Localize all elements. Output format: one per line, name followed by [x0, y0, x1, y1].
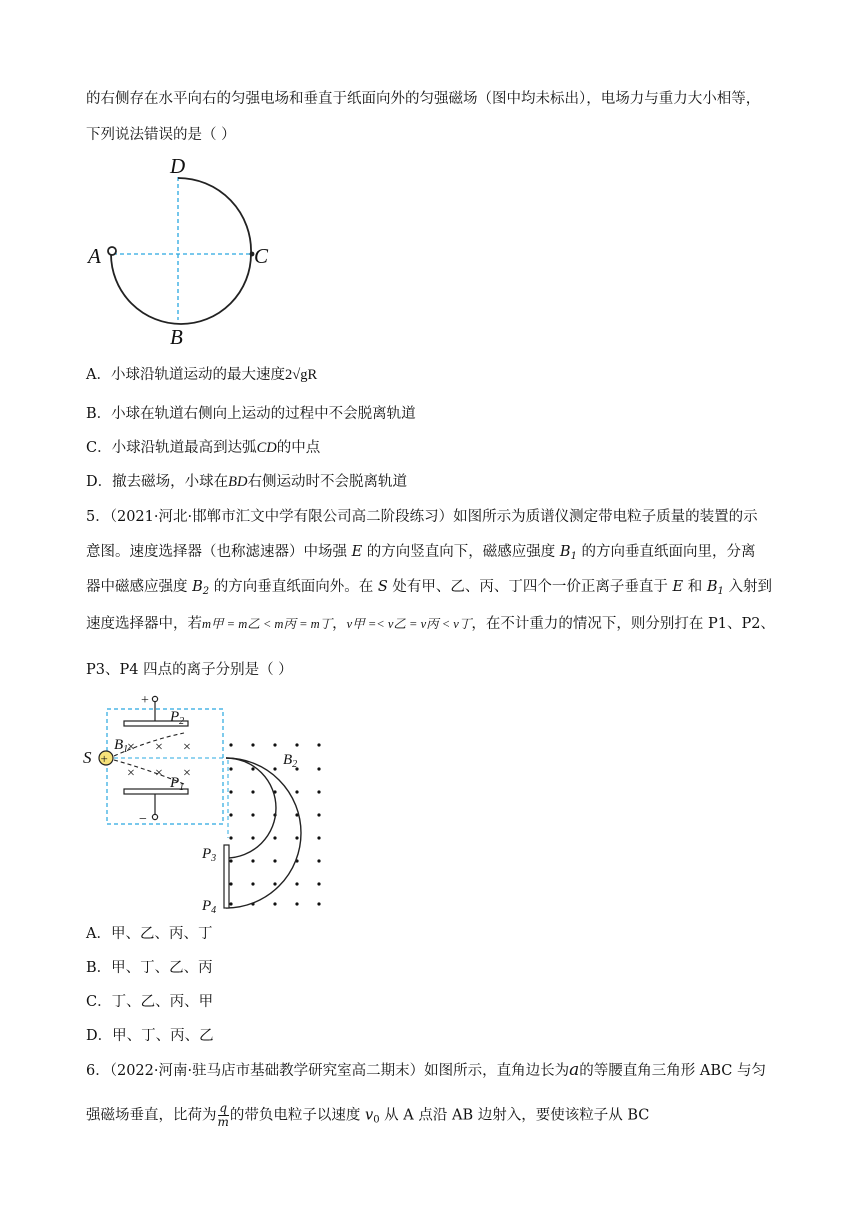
outward-field-dots	[229, 743, 320, 905]
svg-text:×: ×	[183, 740, 191, 755]
q5-l2-b1-sub: 1	[570, 551, 577, 562]
q5-l2-e: E	[351, 544, 363, 560]
option-a-text: 小球沿轨道运动的最大速度	[110, 367, 285, 383]
q5-text-line-2	[86, 542, 756, 567]
option-d-segment: BD	[228, 474, 248, 490]
q5-option-c: C．丁、乙、丙、甲	[86, 994, 214, 1010]
q5-l4-b: ，在不计重力的情况下，则分别打在 P1、P2、	[471, 616, 775, 632]
plus-sign: +	[141, 693, 149, 708]
q5-l2-b1: B	[559, 544, 571, 560]
q6-text-line-1	[86, 1060, 766, 1081]
q4-question-stem: 下列说法错误的是（ ）	[86, 127, 236, 143]
label-p1: $P_1$	[170, 775, 185, 793]
q5-mass-spectrometer-figure	[80, 688, 340, 918]
option-c-label: C．	[86, 440, 112, 456]
label-s: S	[83, 748, 92, 767]
q5-l2-a: 意图。速度选择器（也称滤速器）中场强	[86, 544, 352, 560]
q5-l3-b2: B	[192, 579, 203, 595]
q5-text-line-4	[86, 614, 775, 634]
option-d-text-pre: 撤去磁场，小球在	[112, 474, 229, 490]
option-d-text-post: 右侧运动时不会脱离轨道	[247, 474, 407, 490]
q5-option-d: D．甲、丁、丙、乙	[86, 1028, 214, 1044]
option-b-label: B．	[86, 406, 112, 422]
q6-l1-b: 的等腰直角三角形 ABC 与匀	[579, 1063, 766, 1079]
trajectory-p4	[226, 758, 301, 908]
svg-text:×: ×	[183, 766, 191, 781]
q6-l1-a: 6．（2022·河南·驻马店市基础教学研究室高二期末）如图所示，直角边长为	[86, 1063, 570, 1079]
label-b: B	[170, 325, 183, 349]
q5-velocity-relation: v甲 =< v乙 = v丙 < v丁	[346, 617, 472, 631]
minus-terminal	[152, 814, 157, 819]
q5-question-stem: P3、P4 四点的离子分别是（ ）	[86, 662, 293, 678]
q4-option-d	[86, 472, 407, 492]
q5-option-b: B．甲、丁、乙、丙	[86, 960, 213, 976]
label-b1: $B_1$	[114, 737, 129, 755]
q4-option-a	[86, 365, 317, 385]
q6-l2-b: 的带负电粒子以速度	[229, 1107, 365, 1124]
frac-denominator: m	[217, 1115, 229, 1129]
option-a-formula: 2√gR	[284, 367, 318, 383]
option-c-text-post: 的中点	[276, 440, 321, 456]
frac-numerator: q	[219, 1101, 228, 1115]
q5-l3-e2: 入射到	[723, 579, 772, 595]
q5-l3-e: E	[672, 579, 684, 595]
label-a: A	[88, 244, 101, 268]
minus-sign: −	[139, 812, 147, 827]
q5-l3-d: 和	[683, 579, 707, 595]
q6-l2-a: 强磁场垂直，比荷为	[86, 1107, 217, 1124]
detector-plate	[224, 845, 229, 908]
svg-text:×: ×	[127, 766, 135, 781]
label-p3: $P_3$	[202, 846, 217, 864]
q5-l3-b1-sub: 1	[717, 586, 724, 597]
option-c-text-pre: 小球沿轨道最高到达弧	[111, 440, 257, 456]
q5-l4-a: 速度选择器中，若	[86, 616, 202, 632]
option-c-arc: CD	[256, 440, 277, 456]
q5-option-a: A．甲、乙、丙、丁	[86, 926, 213, 942]
q5-text-line-1: 5．（2021·河北·邯郸市汇文中学有限公司高二阶段练习）如图所示为质谱仪测定带电粒子质量的装置的示	[86, 509, 758, 525]
svg-text:×: ×	[155, 766, 163, 781]
q5-l3-s: S	[377, 579, 388, 595]
label-c: C	[254, 244, 269, 268]
q5-l3-b1: B	[706, 579, 718, 595]
q5-l3-a: 器中磁感应强度	[86, 579, 193, 595]
q5-l3-b2-sub: 2	[202, 586, 210, 597]
q6-charge-mass-ratio	[218, 1102, 229, 1129]
q4-text-line-1: 的右侧存在水平向右的匀强电场和垂直于纸面向外的匀强磁场（图中均未标出），电场力与重力大小相等，	[86, 91, 761, 107]
q6-velocity: v	[365, 1107, 374, 1124]
label-p4: $P_4$	[202, 898, 217, 916]
option-d-label: D．	[86, 474, 113, 490]
q5-l3-b: 的方向垂直纸面向外。在	[209, 579, 378, 595]
q5-mass-relation: m甲 = m乙 < m丙 = m丁	[202, 617, 333, 631]
q5-l4-sep: ，	[332, 616, 347, 632]
ion-source-plus: +	[100, 751, 108, 766]
svg-text:×: ×	[127, 740, 135, 755]
q5-l2-c: 的方向垂直纸面向里，分离	[576, 544, 756, 560]
svg-text:×: ×	[155, 740, 163, 755]
label-d: D	[170, 154, 186, 178]
q4-option-c	[86, 438, 320, 458]
q6-text-line-2	[86, 1102, 649, 1131]
label-p2: $P_2$	[170, 709, 185, 727]
ball	[108, 247, 116, 255]
label-b2: $B_2$	[283, 752, 298, 770]
option-b-text: 小球在轨道右侧向上运动的过程中不会脱离轨道	[111, 406, 416, 422]
q5-l2-b: 的方向竖直向下，磁感应强度	[362, 544, 560, 560]
semicircle-track	[111, 178, 251, 324]
q6-side-length: a	[569, 1060, 580, 1080]
q6-l2-c: 从 A 点沿 AB 边射入，要使该粒子从 BC	[379, 1107, 650, 1124]
q4-track-figure	[80, 150, 320, 350]
q6-velocity-sub: 0	[373, 1114, 380, 1126]
inward-field-crosses	[127, 740, 191, 781]
plus-terminal	[152, 696, 157, 701]
q5-text-line-3	[86, 577, 772, 602]
q4-option-b	[86, 404, 416, 424]
trajectory-p3	[226, 758, 276, 858]
option-a-label: A．	[86, 367, 111, 383]
q5-l3-c: 处有甲、乙、丙、丁四个一价正离子垂直于	[387, 579, 673, 595]
